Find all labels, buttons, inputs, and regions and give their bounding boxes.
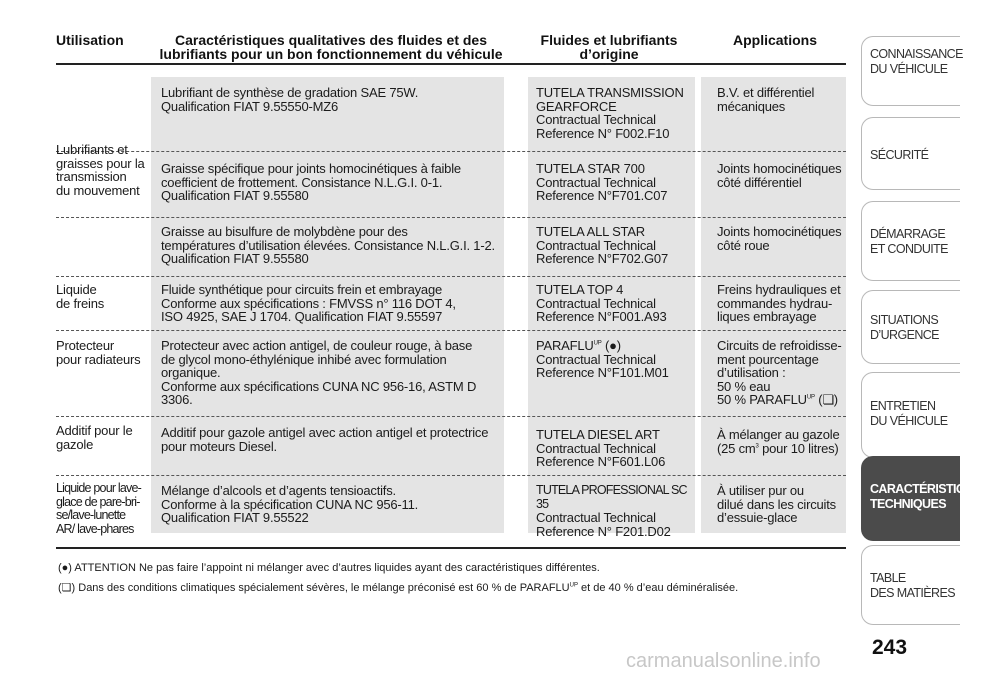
quality-cell: Fluide synthétique pour circuits frein et embrayage Conforme aux spécifications : FMVSS n° 116 DOT 4, ISO 4925, SAE J 1704. Qualification FIAT 9.55597 xyxy=(161,282,456,324)
tab-table-des-matieres[interactable]: TABLE DES MATIÈRES xyxy=(861,545,960,625)
fluid-cell: TUTELA TOP 4 Contractual Technical Reference N°F001.A93 xyxy=(536,282,667,324)
fluid-cell: TUTELA TRANSMISSION GEARFORCE Contractual Technical Reference N° F002.F10 xyxy=(536,85,684,141)
header-quality: Caractéristiques qualitatives des fluides et des lubrifiants pour un bon fonctionnement du véhicule xyxy=(159,32,503,62)
quality-cell: Additif pour gazole antigel avec action antigel et protectrice pour moteurs Diesel. xyxy=(161,425,489,454)
footnote-attention: (●) ATTENTION Ne pas faire l’appoint ni mélanger avec d’autres liquides ayant des caractéristiques différentes. xyxy=(58,562,600,574)
application-cell: À mélanger au gazole (25 $cm^3$ pour 10 litres) xyxy=(717,427,840,456)
header-usage: Utilisation xyxy=(56,32,124,48)
fluid-cell: TUTELA PROFESSIONAL SC 35 Contractual Technical Reference N° F201.D02 xyxy=(536,483,687,539)
row-divider xyxy=(56,330,846,331)
fluid-cell: $PARAFLU^{UP}$ (●) Contractual Technical Reference N°F101.M01 xyxy=(536,339,696,380)
usage-lubricants: Lubrifiants et graisses pour la transmission du mouvement xyxy=(56,142,145,198)
header-rule xyxy=(56,63,846,65)
footnote-severe-climate: (❏) Dans des conditions climatiques spécialement sévères, le mélange préconisé est 60 % de $PARAFLU^{UP}$ et de 40 % d’eau déminéralisée. xyxy=(58,582,739,594)
page-number: 243 xyxy=(872,636,908,659)
row-divider xyxy=(56,217,846,218)
paraflu-line: $PARAFLU^{UP}$ (●) xyxy=(536,338,621,353)
row-divider xyxy=(56,416,846,417)
tab-securite[interactable]: SÉCURITÉ xyxy=(861,117,960,190)
application-cell: Joints homocinétiques côté roue xyxy=(717,224,842,253)
application-cell: Circuits de refroidisse- ment pourcentage d’utilisation : 50 % eau 50 % $PARAFLU^{UP}$ (❏) xyxy=(717,338,842,407)
tab-demarrage-et-conduite[interactable]: DÉMARRAGE ET CONDUITE xyxy=(861,201,960,281)
header-fluids: Fluides et lubrifiants d’origine xyxy=(540,32,678,62)
watermark: carmanualsonline.info xyxy=(626,650,821,672)
fluid-cell: TUTELA STAR 700 Contractual Technical Reference N°F701.C07 xyxy=(536,161,668,203)
application-cell: B.V. et différentiel mécaniques xyxy=(717,85,815,114)
header-applications: Applications xyxy=(732,32,817,48)
tab-caracteristiques-techniques[interactable]: CARACTÉRISTIQUES TECHNIQUES xyxy=(861,456,960,541)
application-cell: Joints homocinétiques côté différentiel xyxy=(717,161,842,190)
quality-cell: Lubrifiant de synthèse de gradation SAE 75W. Qualification FIAT 9.55550-MZ6 xyxy=(161,85,419,114)
row-divider xyxy=(56,475,846,476)
tab-situations-d-urgence[interactable]: SITUATIONS D’URGENCE xyxy=(861,290,960,364)
application-cell: À utiliser pur ou dilué dans les circuits d’essuie-glace xyxy=(717,483,836,525)
application-cell: Freins hydrauliques et commandes hydrau- liques embrayage xyxy=(717,282,841,324)
usage-radiator: Protecteur pour radiateurs xyxy=(56,338,141,367)
row-divider xyxy=(56,151,846,152)
usage-brake-fluid: Liquide de freins xyxy=(56,282,105,311)
tab-connaissance-du-vehicule[interactable]: CONNAISSANCE DU VÉHICULE xyxy=(861,36,960,106)
usage-washer-fluid: Liquide pour lave- glace de pare-bri- se/lave-lunette AR/ lave-phares xyxy=(56,481,141,536)
usage-additive: Additif pour le gazole xyxy=(56,423,133,452)
fluid-cell: TUTELA ALL STAR Contractual Technical Reference N°F702.G07 xyxy=(536,224,668,266)
fluid-cell: TUTELA DIESEL ART Contractual Technical Reference N°F601.L06 xyxy=(536,427,666,469)
quality-cell: Graisse au bisulfure de molybdène pour des températures d’utilisation élevées. Consistance N.L.G.I. 1-2. Qualification FIAT 9.55580 xyxy=(161,224,495,266)
table-bottom-rule xyxy=(56,547,846,549)
quality-cell: Graisse spécifique pour joints homocinétiques à faible coefficient de frottement. Consistance N.L.G.I. 0-1. Qualification FIAT 9.55580 xyxy=(161,161,461,203)
row-divider xyxy=(56,276,846,277)
tab-entretien-du-vehicule[interactable]: ENTRETIEN DU VÉHICULE xyxy=(861,372,960,458)
quality-cell: Mélange d’alcools et d’agents tensioactifs. Conforme à la spécification CUNA NC 956-11. Qualification FIAT 9.55522 xyxy=(161,483,419,525)
quality-cell: Protecteur avec action antigel, de couleur rouge, à base de glycol mono-éthylénique inhibé avec formulation organique. Conforme aux spécifications CUNA NC 956-16, ASTM D 3306. xyxy=(161,338,477,407)
